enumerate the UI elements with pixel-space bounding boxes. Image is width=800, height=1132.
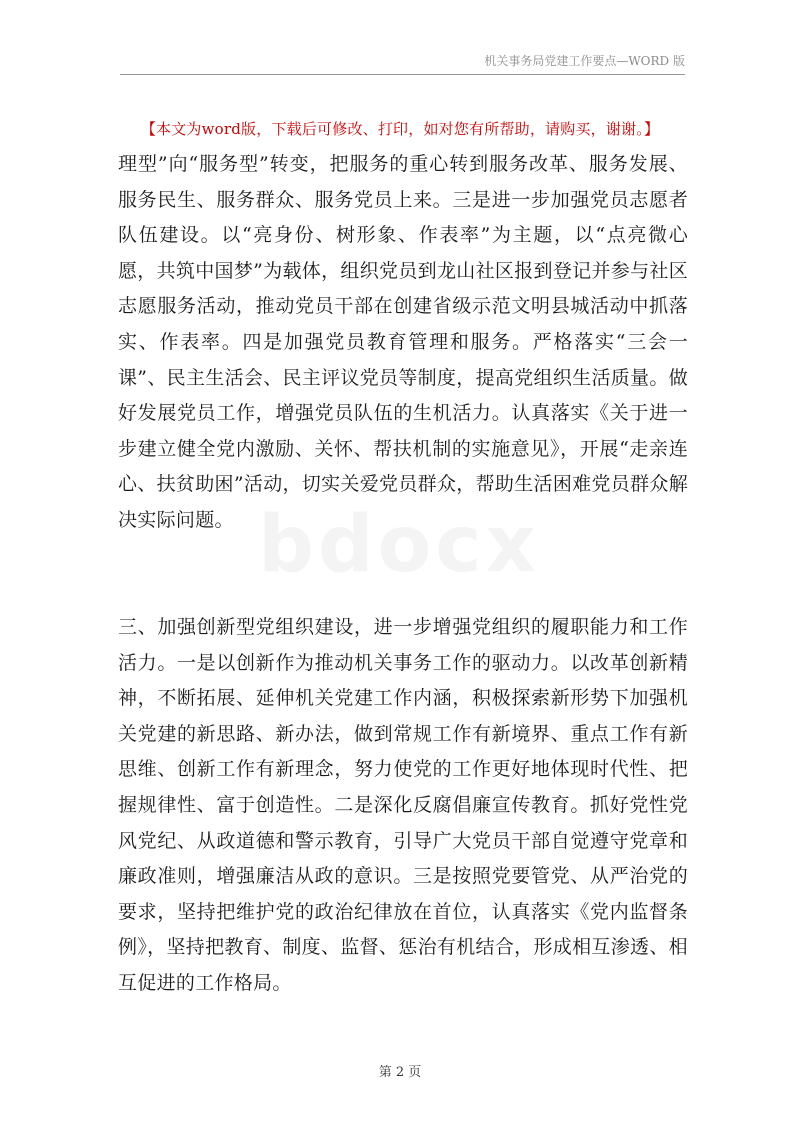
body-paragraph-1: 理型”向“服务型”转变，把服务的重心转到服务改革、服务发展、服务民生、服务群众、服务党员上来。三是进一步加强党员志愿者队伍建设。以“亮身份、树形象、作表率”为主题，以“点亮微心愿，共筑中国梦”为载体，组织党员到龙山社区报到登记并参与社区志愿服务活动，推动党员干部在创建省级示范文明县城活动中抓落实、作表率。四是加强党员教育管理和服务。严格落实“三会一课”、民主生活会、民主评议党员等制度，提高党组织生活质量。做好发展党员工作，增强党员队伍的生机活力。认真落实《关于进一步建立健全党内激励、关怀、帮扶机制的实施意见》，开展“走亲连心、扶贫助困”活动，切实关爱党员群众，帮助生活困难党员群众解决实际问题。 — [118, 153, 688, 531]
watermark-logo: bdocx — [258, 500, 540, 590]
page-header — [120, 52, 685, 75]
header-title: 机关事务局党建工作要点—WORD 版 — [484, 54, 685, 68]
body-paragraph-2: 三、加强创新型党组织建设，进一步增强党组织的履职能力和工作活力。一是以创新作为推动机关事务工作的驱动力。以改革创新精神，不断拓展、延伸机关党建工作内涵，积极探索新形势下加强机关党建的新思路、新办法，做到常规工作有新境界、重点工作有新思维、创新工作有新理念，努力使党的工作更好地体现时代性、把握规律性、富于创造性。二是深化反腐倡廉宣传教育。抓好党性党风党纪、从政道德和警示教育，引导广大党员干部自觉遵守党章和廉政准则，增强廉洁从政的意识。三是按照党要管党、从严治党的要求，坚持把维护党的政治纪律放在首位，认真落实《党内监督条例》，坚持把教育、制度、监督、惩治有机结合，形成相互渗透、相互促进的工作格局。 — [118, 616, 688, 994]
purchase-notice: 【本文为word版，下载后可修改、打印，如对您有所帮助，请购买，谢谢。】 — [140, 120, 660, 138]
page-number: 第 2 页 — [378, 1065, 422, 1080]
